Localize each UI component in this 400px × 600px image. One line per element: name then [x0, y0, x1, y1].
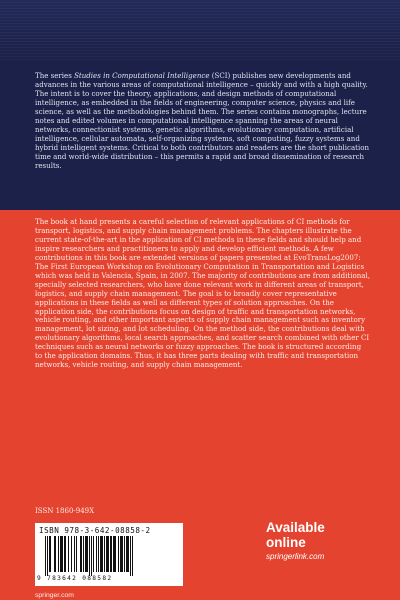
publisher-url[interactable]: springer.com	[35, 592, 74, 599]
available-online-line2: online	[266, 535, 306, 550]
book-description	[35, 218, 370, 370]
isbn-number: ISBN 978-3-642-08858-2	[39, 526, 151, 535]
series-body: (SCI) publishes new developments and advances in the various areas of computational intelligence – quickly and with a high quality. The intent is to cover the theory, applications, and design methods of computational intelligence, as embedded in the fields of engineering, computer science, physics and life science, as well as the methodologies behind them. The series contains monographs, lecture notes and edited volumes in computational intelligence spanning the areas of neural networks, connectionist systems, genetic algorithms, evolutionary computation, artificial intelligence, cellular automata, self-organizing systems, soft computing, fuzzy systems and hybrid intelligent systems. Critical to both contributors and readers are the short publication time and world-wide distribution – this permits a rapid and broad dissemination of research results.	[35, 71, 370, 170]
barcode-icon	[39, 536, 179, 576]
issn-number: ISSN 1860-949X	[35, 507, 95, 515]
springerlink-url[interactable]: springerlink.com	[266, 552, 325, 561]
ean-digits: 9 783642 088582	[37, 575, 113, 582]
available-online-badge	[266, 521, 376, 562]
series-description-text	[35, 72, 370, 170]
book-description-text: The book at hand presents a careful selection of relevant applications of CI methods for transport, logistics, and supply chain management problems. The chapters illustrate the current state-of-the-art in the application of CI methods in these fields and should help and inspire researchers and practitioners to apply and develop efficient methods. A few contributions in this book are extended versions of papers presented at EvoTransLog2007: The First European Workshop on Evolutionary Computation in Transportation and Logistics which was held in Valencia, Spain, in 2007. The majority of contributions are from additional, specially selected researchers, who have done relevant work in different areas of transport, logistics, and supply chain management. The goal is to broadly cover representative applications in these fields as well as different types of solution approaches. On the application side, the contributions focus on design of traffic and transportation networks, vehicle routing, and other important aspects of supply chain management such as inventory management, lot sizing, and lot scheduling. On the method side, the contributions deal with evolutionary algorithms, local search approaches, and scatter search combined with other CI techniques such as neural networks or fuzzy approaches. The book is structured according to the application domains. Thus, it has three parts dealing with traffic and transportation networks, vehicle routing, and supply chain management.	[35, 217, 370, 370]
isbn-barcode	[35, 523, 183, 586]
available-online-line1: Available	[266, 520, 325, 535]
series-intro: The series	[35, 71, 75, 80]
series-description	[35, 72, 370, 170]
series-name: Studies in Computational Intelligence	[74, 71, 210, 80]
